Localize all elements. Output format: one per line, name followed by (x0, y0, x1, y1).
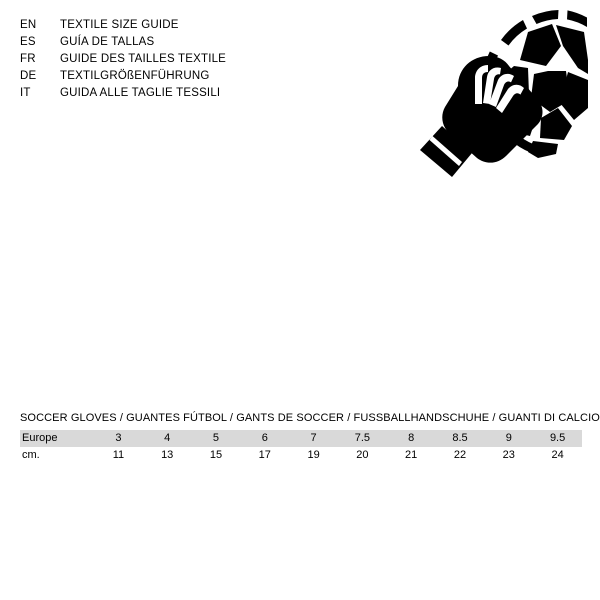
table-cell: 19 (289, 447, 338, 464)
table-cell: 8.5 (436, 430, 485, 447)
size-table (20, 430, 582, 464)
goalkeeper-glove-and-ball-icon (388, 8, 588, 198)
table-cell: 7 (289, 430, 338, 447)
table-cell: 21 (387, 447, 436, 464)
language-row (20, 51, 380, 68)
table-cell: 22 (436, 447, 485, 464)
language-code: IT (20, 87, 31, 99)
table-row (20, 430, 582, 447)
language-title: GUIDE DES TAILLES TEXTILE (60, 53, 227, 65)
table-cell: 20 (338, 447, 387, 464)
language-title: GUÍA DE TALLAS (60, 36, 155, 48)
table-cell: 24 (533, 447, 582, 464)
row-label: Europe (20, 430, 94, 447)
table-cell: 8 (387, 430, 436, 447)
language-title: TEXTILE SIZE GUIDE (60, 19, 179, 31)
table-cell: 9.5 (533, 430, 582, 447)
size-table-caption: SOCCER GLOVES / GUANTES FÚTBOL / GANTS DE SOCCER / FUSSBALLHANDSCHUHE / GUANTI DI CALCIO (20, 412, 600, 424)
language-code: EN (20, 19, 37, 31)
language-code: ES (20, 36, 36, 48)
language-code: FR (20, 53, 36, 65)
table-cell: 9 (484, 430, 533, 447)
table-cell: 13 (143, 447, 192, 464)
table-cell: 7.5 (338, 430, 387, 447)
table-cell: 4 (143, 430, 192, 447)
language-row (20, 34, 380, 51)
language-row (20, 68, 380, 85)
table-cell: 15 (192, 447, 241, 464)
table-row (20, 447, 582, 464)
table-cell: 6 (240, 430, 289, 447)
table-cell: 23 (484, 447, 533, 464)
language-row (20, 85, 380, 102)
size-table-section (20, 412, 600, 464)
language-title: TEXTILGRÖßENFÜHRUNG (60, 70, 210, 82)
language-row (20, 17, 380, 34)
table-cell: 17 (240, 447, 289, 464)
language-code: DE (20, 70, 37, 82)
table-cell: 11 (94, 447, 143, 464)
language-title: GUIDA ALLE TAGLIE TESSILI (60, 87, 221, 99)
language-title-list (20, 17, 380, 102)
table-cell: 5 (192, 430, 241, 447)
table-cell: 3 (94, 430, 143, 447)
row-label: cm. (20, 447, 94, 464)
